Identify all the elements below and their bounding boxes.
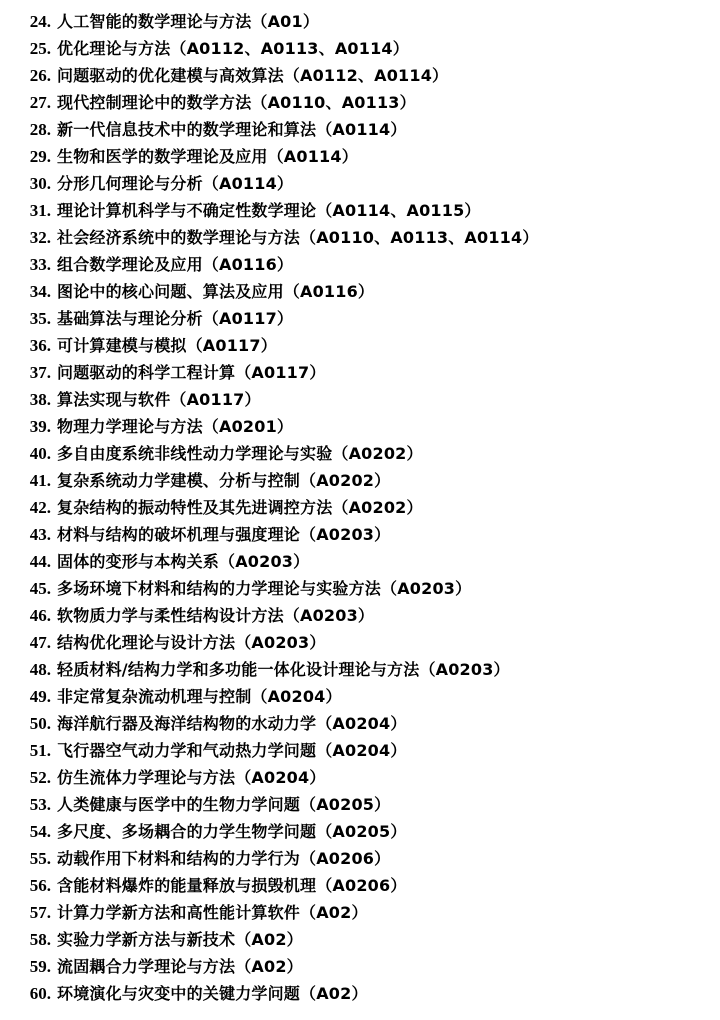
item-number: 52. [29, 768, 51, 787]
list-item [0, 872, 720, 899]
item-number: 37. [29, 363, 51, 382]
list-item [0, 8, 720, 35]
item-number: 32. [29, 228, 51, 247]
list-item [0, 575, 720, 602]
item-number: 44. [29, 552, 51, 571]
item-number: 54. [29, 822, 51, 841]
list-item [0, 656, 720, 683]
item-text: 图论中的核心问题、算法及应用（A0116） [57, 282, 375, 301]
item-number: 55. [29, 849, 51, 868]
item-text: 问题驱动的科学工程计算（A0117） [57, 363, 326, 382]
list-item [0, 602, 720, 629]
item-number: 26. [29, 66, 51, 85]
item-text: 复杂系统动力学建模、分析与控制（A0202） [57, 471, 391, 490]
list-item [0, 413, 720, 440]
list-item [0, 278, 720, 305]
item-text: 现代控制理论中的数学方法（A0110、A0113） [57, 93, 416, 112]
item-number: 38. [29, 390, 51, 409]
item-number: 49. [29, 687, 51, 706]
item-text: 基础算法与理论分析（A0117） [57, 309, 294, 328]
item-text: 人类健康与医学中的生物力学问题（A0205） [57, 795, 391, 814]
item-number: 34. [29, 282, 51, 301]
list-item [0, 89, 720, 116]
item-text: 多尺度、多场耦合的力学生物学问题（A0205） [57, 822, 407, 841]
list-item [0, 494, 720, 521]
item-number: 43. [29, 525, 51, 544]
item-number: 33. [29, 255, 51, 274]
item-text: 人工智能的数学理论与方法（A01） [57, 12, 320, 31]
item-text: 动载作用下材料和结构的力学行为（A0206） [57, 849, 391, 868]
item-text: 算法实现与软件（A0117） [57, 390, 261, 409]
item-number: 48. [29, 660, 51, 679]
item-text: 软物质力学与柔性结构设计方法（A0203） [57, 606, 375, 625]
item-text: 组合数学理论及应用（A0116） [57, 255, 294, 274]
item-text: 物理力学理论与方法（A0201） [57, 417, 294, 436]
item-text: 海洋航行器及海洋结构物的水动力学（A0204） [57, 714, 407, 733]
list-item [0, 737, 720, 764]
item-number: 29. [29, 147, 51, 166]
list-item [0, 467, 720, 494]
item-number: 31. [29, 201, 51, 220]
list-item [0, 359, 720, 386]
list-item [0, 116, 720, 143]
item-number: 59. [29, 957, 51, 976]
list-item [0, 764, 720, 791]
item-text: 优化理论与方法（A0112、A0113、A0114） [57, 39, 409, 58]
list-item [0, 305, 720, 332]
item-number: 28. [29, 120, 51, 139]
list-item [0, 386, 720, 413]
item-number: 51. [29, 741, 51, 760]
list-item [0, 791, 720, 818]
list-item [0, 548, 720, 575]
item-number: 47. [29, 633, 51, 652]
item-number: 46. [29, 606, 51, 625]
item-text: 仿生流体力学理论与方法（A0204） [57, 768, 326, 787]
item-number: 56. [29, 876, 51, 895]
item-number: 57. [29, 903, 51, 922]
item-number: 36. [29, 336, 51, 355]
item-text: 多场环境下材料和结构的力学理论与实验方法（A0203） [57, 579, 472, 598]
item-text: 飞行器空气动力学和气动热力学问题（A0204） [57, 741, 407, 760]
item-number: 60. [29, 984, 51, 1003]
item-text: 环境演化与灾变中的关键力学问题（A02） [57, 984, 368, 1003]
list-item [0, 629, 720, 656]
item-text: 问题驱动的优化建模与高效算法（A0112、A0114） [57, 66, 449, 85]
list-item [0, 35, 720, 62]
item-number: 35. [29, 309, 51, 328]
list-item [0, 170, 720, 197]
list-item [0, 197, 720, 224]
list-item [0, 332, 720, 359]
item-text: 理论计算机科学与不确定性数学理论（A0114、A0115） [57, 201, 481, 220]
item-text: 固体的变形与本构关系（A0203） [57, 552, 310, 571]
topic-list [0, 8, 720, 1007]
list-item [0, 440, 720, 467]
item-number: 58. [29, 930, 51, 949]
item-text: 流固耦合力学理论与方法（A02） [57, 957, 303, 976]
list-item [0, 926, 720, 953]
item-text: 分形几何理论与分析（A0114） [57, 174, 294, 193]
item-text: 轻质材料/结构力学和多功能一体化设计理论与方法（A0203） [57, 660, 510, 679]
item-text: 生物和医学的数学理论及应用（A0114） [57, 147, 358, 166]
item-text: 计算力学新方法和高性能计算软件（A02） [57, 903, 368, 922]
item-number: 50. [29, 714, 51, 733]
list-item [0, 683, 720, 710]
item-text: 实验力学新方法与新技术（A02） [57, 930, 303, 949]
item-text: 材料与结构的破坏机理与强度理论（A0203） [57, 525, 391, 544]
list-item [0, 980, 720, 1007]
item-number: 25. [29, 39, 51, 58]
list-item [0, 899, 720, 926]
item-text: 可计算建模与模拟（A0117） [57, 336, 277, 355]
item-number: 42. [29, 498, 51, 517]
item-number: 39. [29, 417, 51, 436]
list-item [0, 953, 720, 980]
item-number: 41. [29, 471, 51, 490]
item-number: 45. [29, 579, 51, 598]
item-number: 40. [29, 444, 51, 463]
item-text: 复杂结构的振动特性及其先进调控方法（A0202） [57, 498, 423, 517]
item-text: 社会经济系统中的数学理论与方法（A0110、A0113、A0114） [57, 228, 539, 247]
list-item [0, 521, 720, 548]
list-item [0, 143, 720, 170]
item-text: 结构优化理论与设计方法（A0203） [57, 633, 326, 652]
item-number: 53. [29, 795, 51, 814]
item-number: 30. [29, 174, 51, 193]
list-item [0, 710, 720, 737]
list-item [0, 224, 720, 251]
list-item [0, 62, 720, 89]
list-item [0, 845, 720, 872]
item-number: 27. [29, 93, 51, 112]
item-text: 含能材料爆炸的能量释放与损毁机理（A0206） [57, 876, 407, 895]
list-item [0, 818, 720, 845]
list-item [0, 251, 720, 278]
item-number: 24. [29, 12, 51, 31]
item-text: 新一代信息技术中的数学理论和算法（A0114） [57, 120, 407, 139]
item-text: 多自由度系统非线性动力学理论与实验（A0202） [57, 444, 423, 463]
item-text: 非定常复杂流动机理与控制（A0204） [57, 687, 342, 706]
